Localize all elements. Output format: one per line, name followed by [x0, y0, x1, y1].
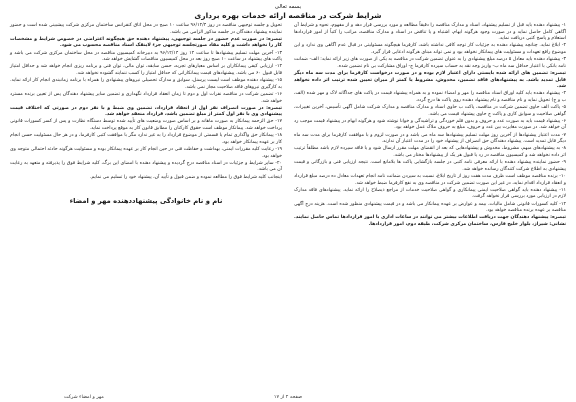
clause-paragraph: ۱۴- ارزیابی کیفی پیمانکاران بر اساس معیارهای تجربه، حسن سابقه، توان مالی، توان فنی و برنامه ریزی انجام خواهد شد و حداقل امتیاز قابل قبول ۶۰ می باشد. پیشنهادهای قیمت پیمانکارانی که حداقل امتیاز را کسب ننمایند گشوده نخواهد شد. [10, 64, 282, 76]
clause-paragraph: ۱۶- تضمین شرکت در مناقصه نفرات اول و دوم تا زمان انعقاد قرارداد نگهداری و تضمین سایر پیشنهاد دهندگان پس از تعیین برنده مسترد خواهد شد. [10, 91, 282, 104]
clause-paragraph: ۳- پیشنهاد دهنده باید معادل ۵ درصد مبلغ پیشنهادی را به عنوان تضمین شرکت در مناقصه به یکی از صورت های زیر ارائه نماید: الف- ضمانت نامه بانکی با اعتبار حداقل سه ماه ب- واریز وجه نقد به حساب سپرده کارفرما ج- اوراق مشارکت بی نام تضمین شده. [294, 57, 567, 69]
clause-paragraph: تحویل و جلسه توجیهی مناقصه در روز ۹۶/۱۲/۴ ساعت ۱۰ صبح در محل اتاق کنفرانس ساختمان مرکزی شرکت پیشبینی شده است و حضور نماینده پیشنهاد دهندگان در جلسه مذکور الزامی می باشد. [10, 23, 282, 35]
left-column [10, 23, 282, 229]
clause-paragraph: ۸- به پیشنهادهای مبهم، مشروط، مخدوش و پیشنهادهایی که بعد از انقضای مهلت مقرر ارسال شود و یا فاقد سپرده لازم باشد مطلقاً ترتیب اثر داده نخواهد شد و کمیسیون مناقصه در رد یا قبول هر یک از پیشنهادها مختار می باشد. [294, 146, 566, 159]
clause-paragraph: ۱۵- پیشنهاد دهنده موظف است لیست پرسنل، سوابق و مدارک تحصیلی نیروهای پیشنهادی را همراه با برنامه زمانبندی انجام کار ارائه نماید. به کارگیری نیروهای فاقد صلاحیت مجاز نمی باشد. [10, 78, 282, 90]
right-column [294, 23, 566, 229]
content-columns [10, 23, 566, 229]
clause-paragraph: ۱۱- پیشنهاد دهنده باید گواهی صلاحیت ایمنی پیمانکاری و گواهی صلاحیت خدمات از مراجع ذیصلاح را ارائه نماید. پیشنهادهای فاقد مدارک لازم در ارزیابی مورد بررسی قرار نخواهد گرفت. [294, 187, 566, 200]
company-stamp-label: مهر و امضاء شرکت [64, 395, 104, 400]
clause-paragraph: ۶- پیشنهاد قیمت باید به صورت عدد و حروف و بدون قلم خوردگی و تراشیدگی و خوانا نوشته شود و هرگونه ابهام در پیشنهاد قیمت موجب رد آن خواهد شد. در صورت مغایرت بین عدد و حروف، مبلغ به حروف ملاک عمل خواهد بود. [293, 118, 566, 131]
clause-paragraph: ۹- حضور نماینده پیشنهاد دهنده با ارائه معرفی نامه کتبی در جلسه بازگشایی پاکت ها بلامانع است. نتیجه ارزیابی فنی و بازرگانی و قیمت پیشنهادی به اطلاع شرکت کنندگان رسانده خواهد شد. [294, 160, 566, 172]
clause-paragraph: ۵- پاکت الف حاوی تضمین شرکت در مناقصه، پاکت ب حاوی اسناد و مدارک مناقصه و مدارک شرکت شامل آگهی تأسیس، آخرین تغییرات، گواهی صلاحیت و سوابق کاری و پاکت ج حاوی پیشنهاد قیمت می باشد. [294, 105, 566, 117]
clause-paragraph: ۷- مدت اعتبار پیشنهادها از آخرین روز مهلت تسلیم پیشنهادها سه ماه می باشد و در صورت لزوم و با موافقت کارفرما برای مدت سه ماه دیگر قابل تمدید است. پیشنهاد دهندگان حق انصراف از پیشنهاد خود را در مدت اعتبار آن ندارند. [294, 132, 566, 145]
clause-paragraph: ۴- پیشنهاد دهنده باید کلیه اوراق اسناد مناقصه را مهر و امضاء نموده و به همراه پیشنهاد قیمت در پاکت های جداگانه لاک و مهر شده (الف، ب و ج) تحویل نماید و نام مناقصه و نام پیشنهاد دهنده روی پاکت ها درج گردد. [294, 91, 566, 103]
left-column-paragraphs [10, 23, 282, 181]
bismillah-heading: بسمه تعالی [274, 4, 302, 10]
clause-paragraph: تبصره: تضمین های ارائه شده بایستی دارای اعتبار لازم بوده و در صورت درخواست کارفرما برای مدت سه ماه دیگر قابل تمدید باشد. به پیشنهادهای فاقد تضمین، مخدوش، مشروط یا کمتر از میزان تعیین شده ترتیب اثر داده نخواهد شد. [294, 70, 566, 90]
clause-paragraph: تبصره: در صورت عدم حضور در جلسه توجیهی، پیشنهاد دهنده حق هیچگونه اعتراضی در خصوص شرایط و مشخصات کار را نخواهد داشت و کلیه مفاد صورتجلسه توجیهی جزء لاینفک اسناد مناقصه محسوب می شود. [10, 36, 282, 49]
clause-paragraph: ۱۸- پیمانکار حق واگذاری تمام یا قسمتی از موضوع قرارداد را به غیر ندارد مگر با موافقت کتبی کارفرما، و در هر حال مسئولیت حسن انجام کار بر عهده پیمانکار خواهد بود. [10, 133, 282, 145]
signature-line: نام و نام خانوادگی پیشنهاددهنده مهر و امضاء [69, 197, 223, 206]
clause-paragraph: ۱۰- برنده مناقصه موظف است ظرف مدت هفت روز از تاریخ ابلاغ، نسبت به سپردن ضمانت نامه انجام تعهدات معادل ده درصد مبلغ قرارداد و انعقاد قرارداد اقدام نماید، در غیر این صورت تضمین شرکت در مناقصه وی به نفع کارفرما ضبط خواهد شد. [294, 174, 566, 186]
clause-paragraph: ۱۲- کلیه کسورات قانونی شامل مالیات، بیمه و عوارض بر عهده پیمانکار می باشد و در قیمت پیشنهادی منظور شده است. هزینه درج آگهی مناقصه بر عهده برنده مناقصه خواهد بود. [294, 201, 566, 214]
clause-paragraph: ۲۰- سایر شرایط و جزئیات در اسناد مناقصه درج گردیده و پیشنهاد دهنده با امضای این برگ، کلیه شرایط فوق را پذیرفته و متعهد به رعایت آن می باشد. [10, 160, 282, 173]
clause-paragraph: ۱- پیشنهاد دهنده باید قبل از تسلیم پیشنهاد، اسناد و مدارک مناقصه را دقیقاً مطالعه و مورد بررسی قرار دهد و از مفهوم، نحوه و شرایط آن آگاهی کامل حاصل نماید و در صورت وجود هرگونه ابهام، اشتباه و یا تناقض در اسناد و مدارک مناقصه، مراتب را کتباً از امور قراردادها استعلام و پاسخ کتبی دریافت نماید. [294, 23, 566, 42]
clause-paragraph: تبصره: پیشنهاد دهندگان جهت دریافت اطلاعات بیشتر می توانند در ساعات اداری با امور قراردادها تماس حاصل نمایند. نشانی: شیراز، بلوار خلیج فارس، ساختمان مرکزی شرکت، طبقه دوم، امور قراردادها. [294, 215, 566, 227]
page-number: صفحه ۲ از ۱۷ [273, 395, 303, 400]
clause-paragraph: ۲- ابلاغ نماید. چنانچه پیشنهاد دهنده به جزئیات کار توجه کافی نداشته باشد، کارفرما هیچگونه مسئولیتی در قبال عدم آگاهی وی ندارد و این موضوع رافع تعهدات و مسئولیت های پیمانکار نخواهد بود و نمی تواند مبنای هرگونه ادعایی قرار گیرد. [294, 43, 566, 55]
document-title: شرایط شرکت در مناقصه ارائه خدمات بهره برداری [194, 11, 382, 20]
clause-paragraph: ۱۳- آخرین مهلت تسلیم پیشنهادها تا ساعت ۱۴ روز ۹۶/۱۲/۱۴ به دبیرخانه کمیسیون مناقصه در محل ساختمان مرکزی شرکت می باشد و پاکت های پیشنهاد در ساعت ۱۰ صبح روز بعد در محل کمیسیون مناقصات گشایش خواهد شد. [10, 50, 282, 63]
clause-paragraph: ۱۹- رعایت کلیه مقررات ایمنی، بهداشت و حفاظت فنی در حین انجام کار بر عهده پیمانکار بوده و مسئولیت هرگونه حادثه احتمالی متوجه وی خواهد بود. [10, 147, 282, 159]
clause-paragraph: تبصره: در صورت انصراف نفر اول از انعقاد قرارداد، تضمین وی ضبط و با نفر دوم در صورتی که اختلاف قیمت پیشنهادی وی با نفر اول کمتر از مبلغ تضمین باشد، قرارداد منعقد خواهد شد. [10, 105, 282, 118]
clause-paragraph: ۱۷- حق الزحمه پیمانکار به صورت ماهانه و بر اساس صورت وضعیت های تأیید شده توسط دستگاه نظارت و پس از کسر کسورات قانونی پرداخت خواهد شد. پیمانکار موظف است حقوق کارکنان را مطابق قانون کار به موقع پرداخت نماید. [10, 119, 282, 132]
clause-paragraph: اینجانب کلیه شرایط فوق را مطالعه نموده و ضمن قبول و تأیید آن، پیشنهاد خود را تسلیم می نمایم. [89, 174, 282, 180]
